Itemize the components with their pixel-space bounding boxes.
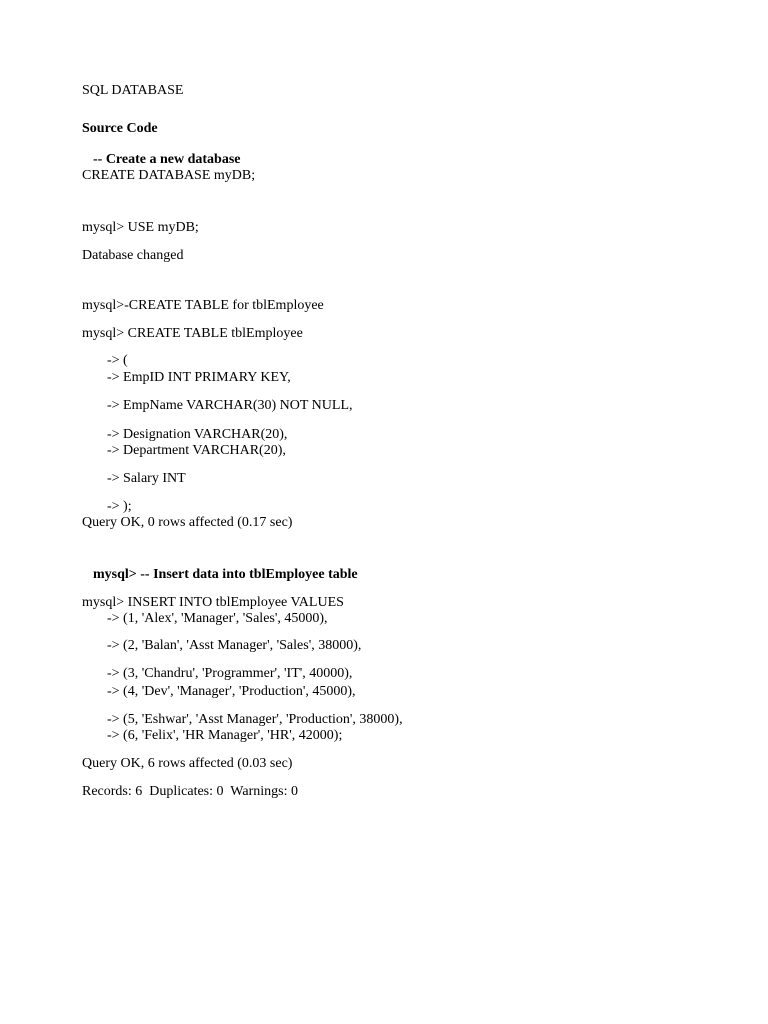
insert-line: -> (5, 'Eshwar', 'Asst Manager', 'Production', 38000),	[107, 712, 403, 727]
document-title: SQL DATABASE	[82, 83, 184, 98]
insert-result: Query OK, 6 rows affected (0.03 sec)	[82, 756, 293, 771]
table-line: -> Salary INT	[107, 471, 186, 486]
insert-line: -> (6, 'Felix', 'HR Manager', 'HR', 42000);	[107, 728, 343, 743]
table-line: -> EmpID INT PRIMARY KEY,	[107, 370, 291, 385]
insert-statement: mysql> INSERT INTO tblEmployee VALUES	[82, 595, 344, 610]
records-summary: Records: 6 Duplicates: 0 Warnings: 0	[82, 784, 298, 799]
create-table-result: Query OK, 0 rows affected (0.17 sec)	[82, 515, 293, 530]
db-changed-output: Database changed	[82, 248, 184, 263]
insert-comment: mysql> -- Insert data into tblEmployee table	[93, 567, 358, 582]
insert-line: -> (3, 'Chandru', 'Programmer', 'IT', 40000),	[107, 666, 353, 681]
insert-line: -> (1, 'Alex', 'Manager', 'Sales', 45000),	[107, 611, 328, 626]
insert-line: -> (2, 'Balan', 'Asst Manager', 'Sales', 38000),	[107, 638, 362, 653]
table-line: -> );	[107, 499, 132, 514]
create-db-statement: CREATE DATABASE myDB;	[82, 168, 256, 183]
insert-line: -> (4, 'Dev', 'Manager', 'Production', 45000),	[107, 684, 356, 699]
source-code-heading: Source Code	[82, 121, 158, 136]
use-db-statement: mysql> USE myDB;	[82, 220, 199, 235]
table-line: -> Designation VARCHAR(20),	[107, 427, 288, 442]
table-line: -> EmpName VARCHAR(30) NOT NULL,	[107, 398, 353, 413]
create-table-comment: mysql>-CREATE TABLE for tblEmployee	[82, 298, 324, 313]
table-line: -> Department VARCHAR(20),	[107, 443, 286, 458]
create-db-comment: -- Create a new database	[93, 152, 241, 167]
table-line: -> (	[107, 353, 128, 368]
create-table-statement: mysql> CREATE TABLE tblEmployee	[82, 326, 303, 341]
